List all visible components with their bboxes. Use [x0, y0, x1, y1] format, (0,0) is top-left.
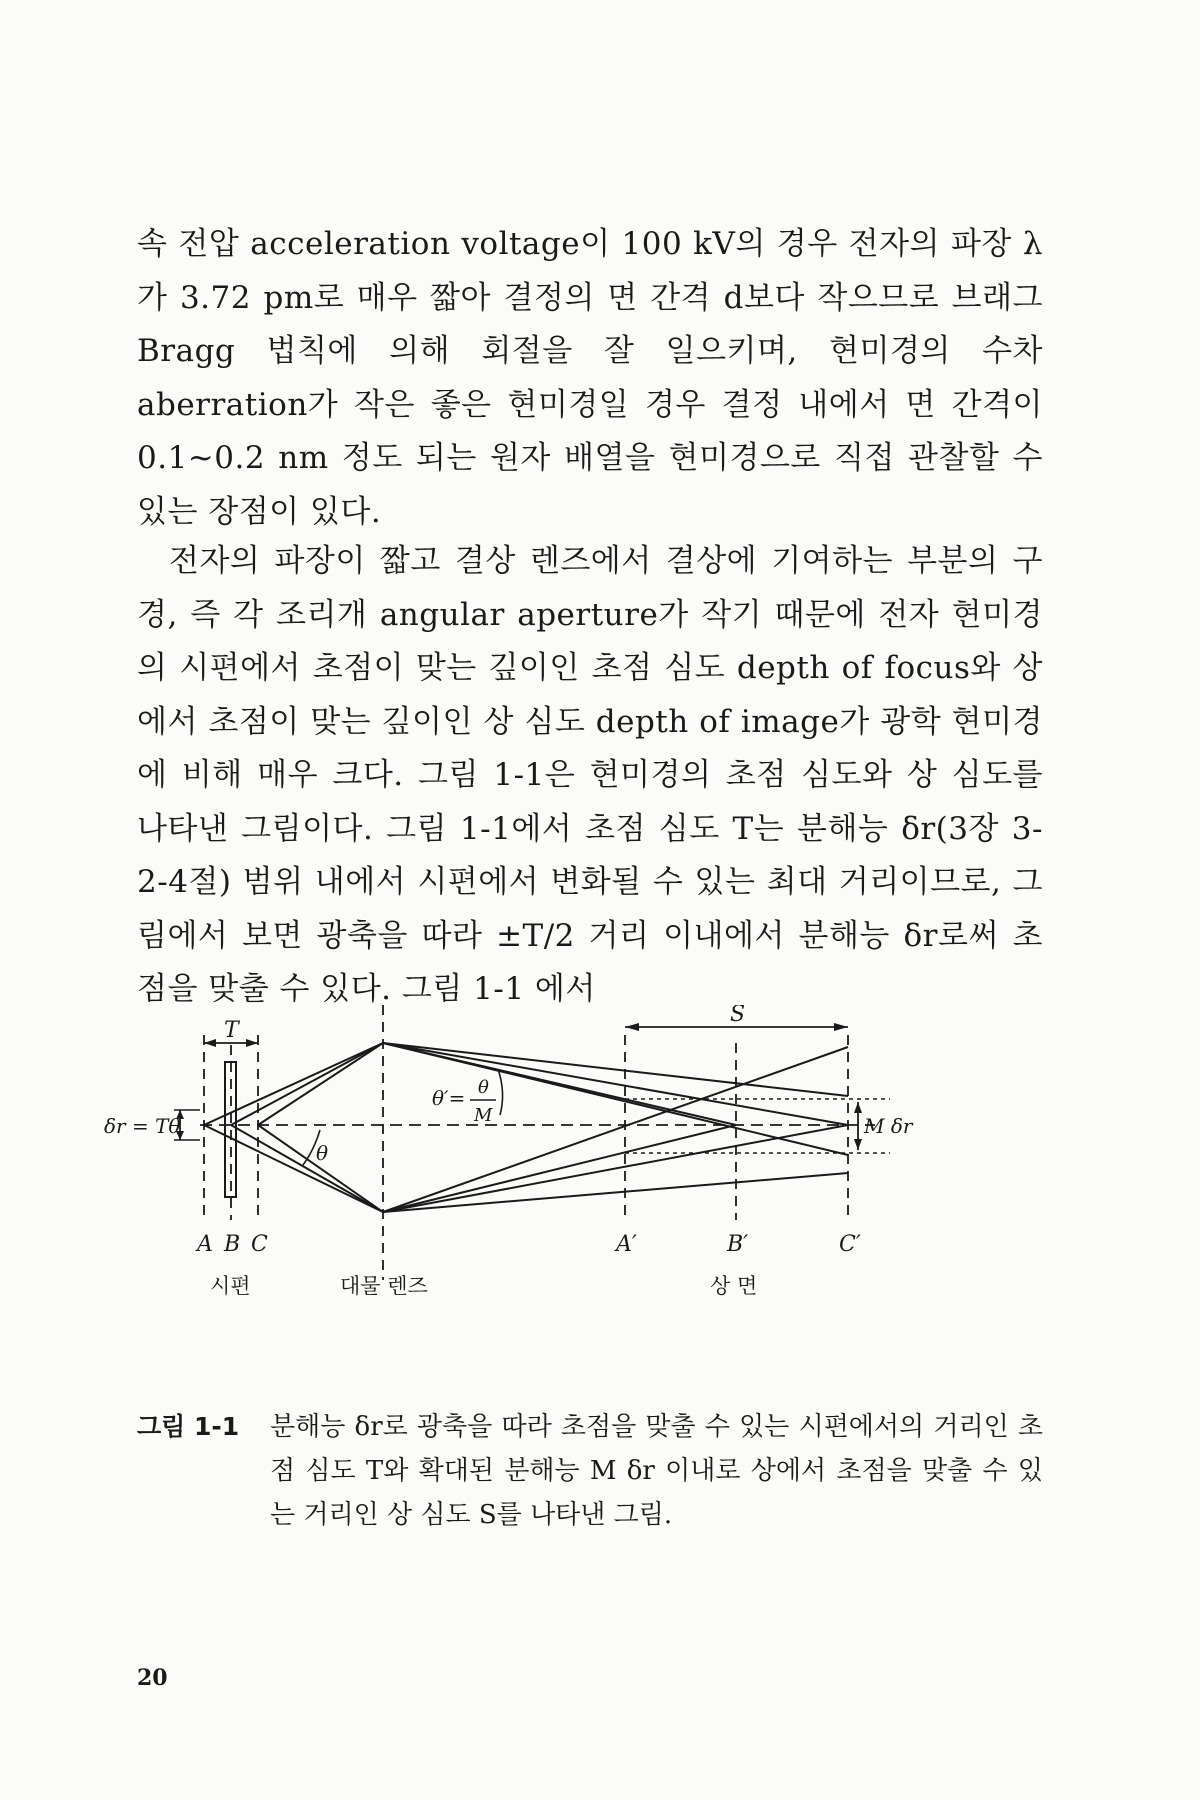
arrowhead [246, 1039, 258, 1047]
label-theta-den: M [474, 1105, 493, 1126]
arrowhead [204, 1039, 216, 1047]
arrowhead [625, 1023, 639, 1031]
label-theta-prime: θ′= [432, 1086, 466, 1110]
label-A2: A′ [616, 1232, 637, 1257]
label-Mdr: M δr [864, 1114, 913, 1138]
label-B2: B′ [727, 1232, 749, 1257]
arrowhead [834, 1023, 848, 1031]
paragraph-1: 속 전압 acceleration voltage이 100 kV의 경우 전자의 파장 λ가 3.72 pm로 매우 짧아 결정의 면 간격 d보다 작으므로 브래그 Bragg 법칙에 의해 회절을 잘 일으키며, 현미경의 수차 aberration가 작은 좋은 현미경일 경우 결정 내에서 면 간격이 0.1~0.2 nm 정도 되는 원자 배열을 현미경으로 직접 관찰할 수 있는 장점이 있다. [137, 226, 1043, 530]
label-T: T [224, 1018, 239, 1043]
ray [258, 1125, 383, 1212]
ray [383, 1173, 848, 1212]
ray [383, 1125, 736, 1212]
label-specimen: 시편 [210, 1274, 251, 1298]
figure-caption [137, 1405, 1043, 1537]
theta-prime-arc [498, 1069, 503, 1115]
label-theta-num: θ [478, 1077, 489, 1098]
caption-text: 분해능 δr로 광축을 따라 초점을 맞출 수 있는 시편에서의 거리인 초점 심도 T와 확대된 분해능 M δr 이내로 상에서 초점을 맞출 수 있는 거리인 상 심도 S를 나타낸 그림. [270, 1412, 1043, 1530]
ray [231, 1125, 383, 1212]
ray [383, 1047, 848, 1212]
label-S: S [730, 1005, 746, 1027]
caption-label: 그림 1-1 [137, 1412, 240, 1441]
label-B: B [224, 1232, 241, 1257]
label-C2: C′ [839, 1232, 861, 1257]
arrowhead [854, 1139, 862, 1150]
page-number: 20 [137, 1665, 168, 1691]
ray [231, 1043, 383, 1125]
label-C: C [251, 1232, 268, 1257]
label-lens: 대물 렌즈 [340, 1274, 428, 1298]
label-theta: θ [316, 1141, 329, 1165]
ray-diagram [100, 1005, 1100, 1375]
label-image-plane: 상 면 [710, 1274, 758, 1298]
label-A: A [197, 1232, 213, 1257]
arrowhead [854, 1102, 862, 1113]
ray [258, 1043, 383, 1125]
paragraph-2: 전자의 파장이 짧고 결상 렌즈에서 결상에 기여하는 부분의 구경, 즉 각 조리개 angular aperture가 작기 때문에 전자 현미경의 시편에서 초점이 맞는 깊이인 초점 심도 depth of focus와 상에서 초점이 맞는 깊이인 상 심도 depth of image가 광학 현미경에 비해 매우 크다. 그림 1-1은 현미경의 초점 심도와 상 심도를 나타낸 그림이다. 그림 1-1에서 초점 심도 T는 분해능 δr(3장 3-2-4절) 범위 내에서 시편에서 변화될 수 있는 최대 거리이므로, 그림에서 보면 광축을 따라 ±T/2 거리 이내에서 분해능 δr로써 초점을 맞출 수 있다. 그림 1-1 에서 [137, 543, 1043, 1007]
figure-depth-of-focus [100, 1005, 1100, 1375]
ray [383, 1043, 848, 1125]
label-dr: δr = Tθ [104, 1114, 181, 1138]
